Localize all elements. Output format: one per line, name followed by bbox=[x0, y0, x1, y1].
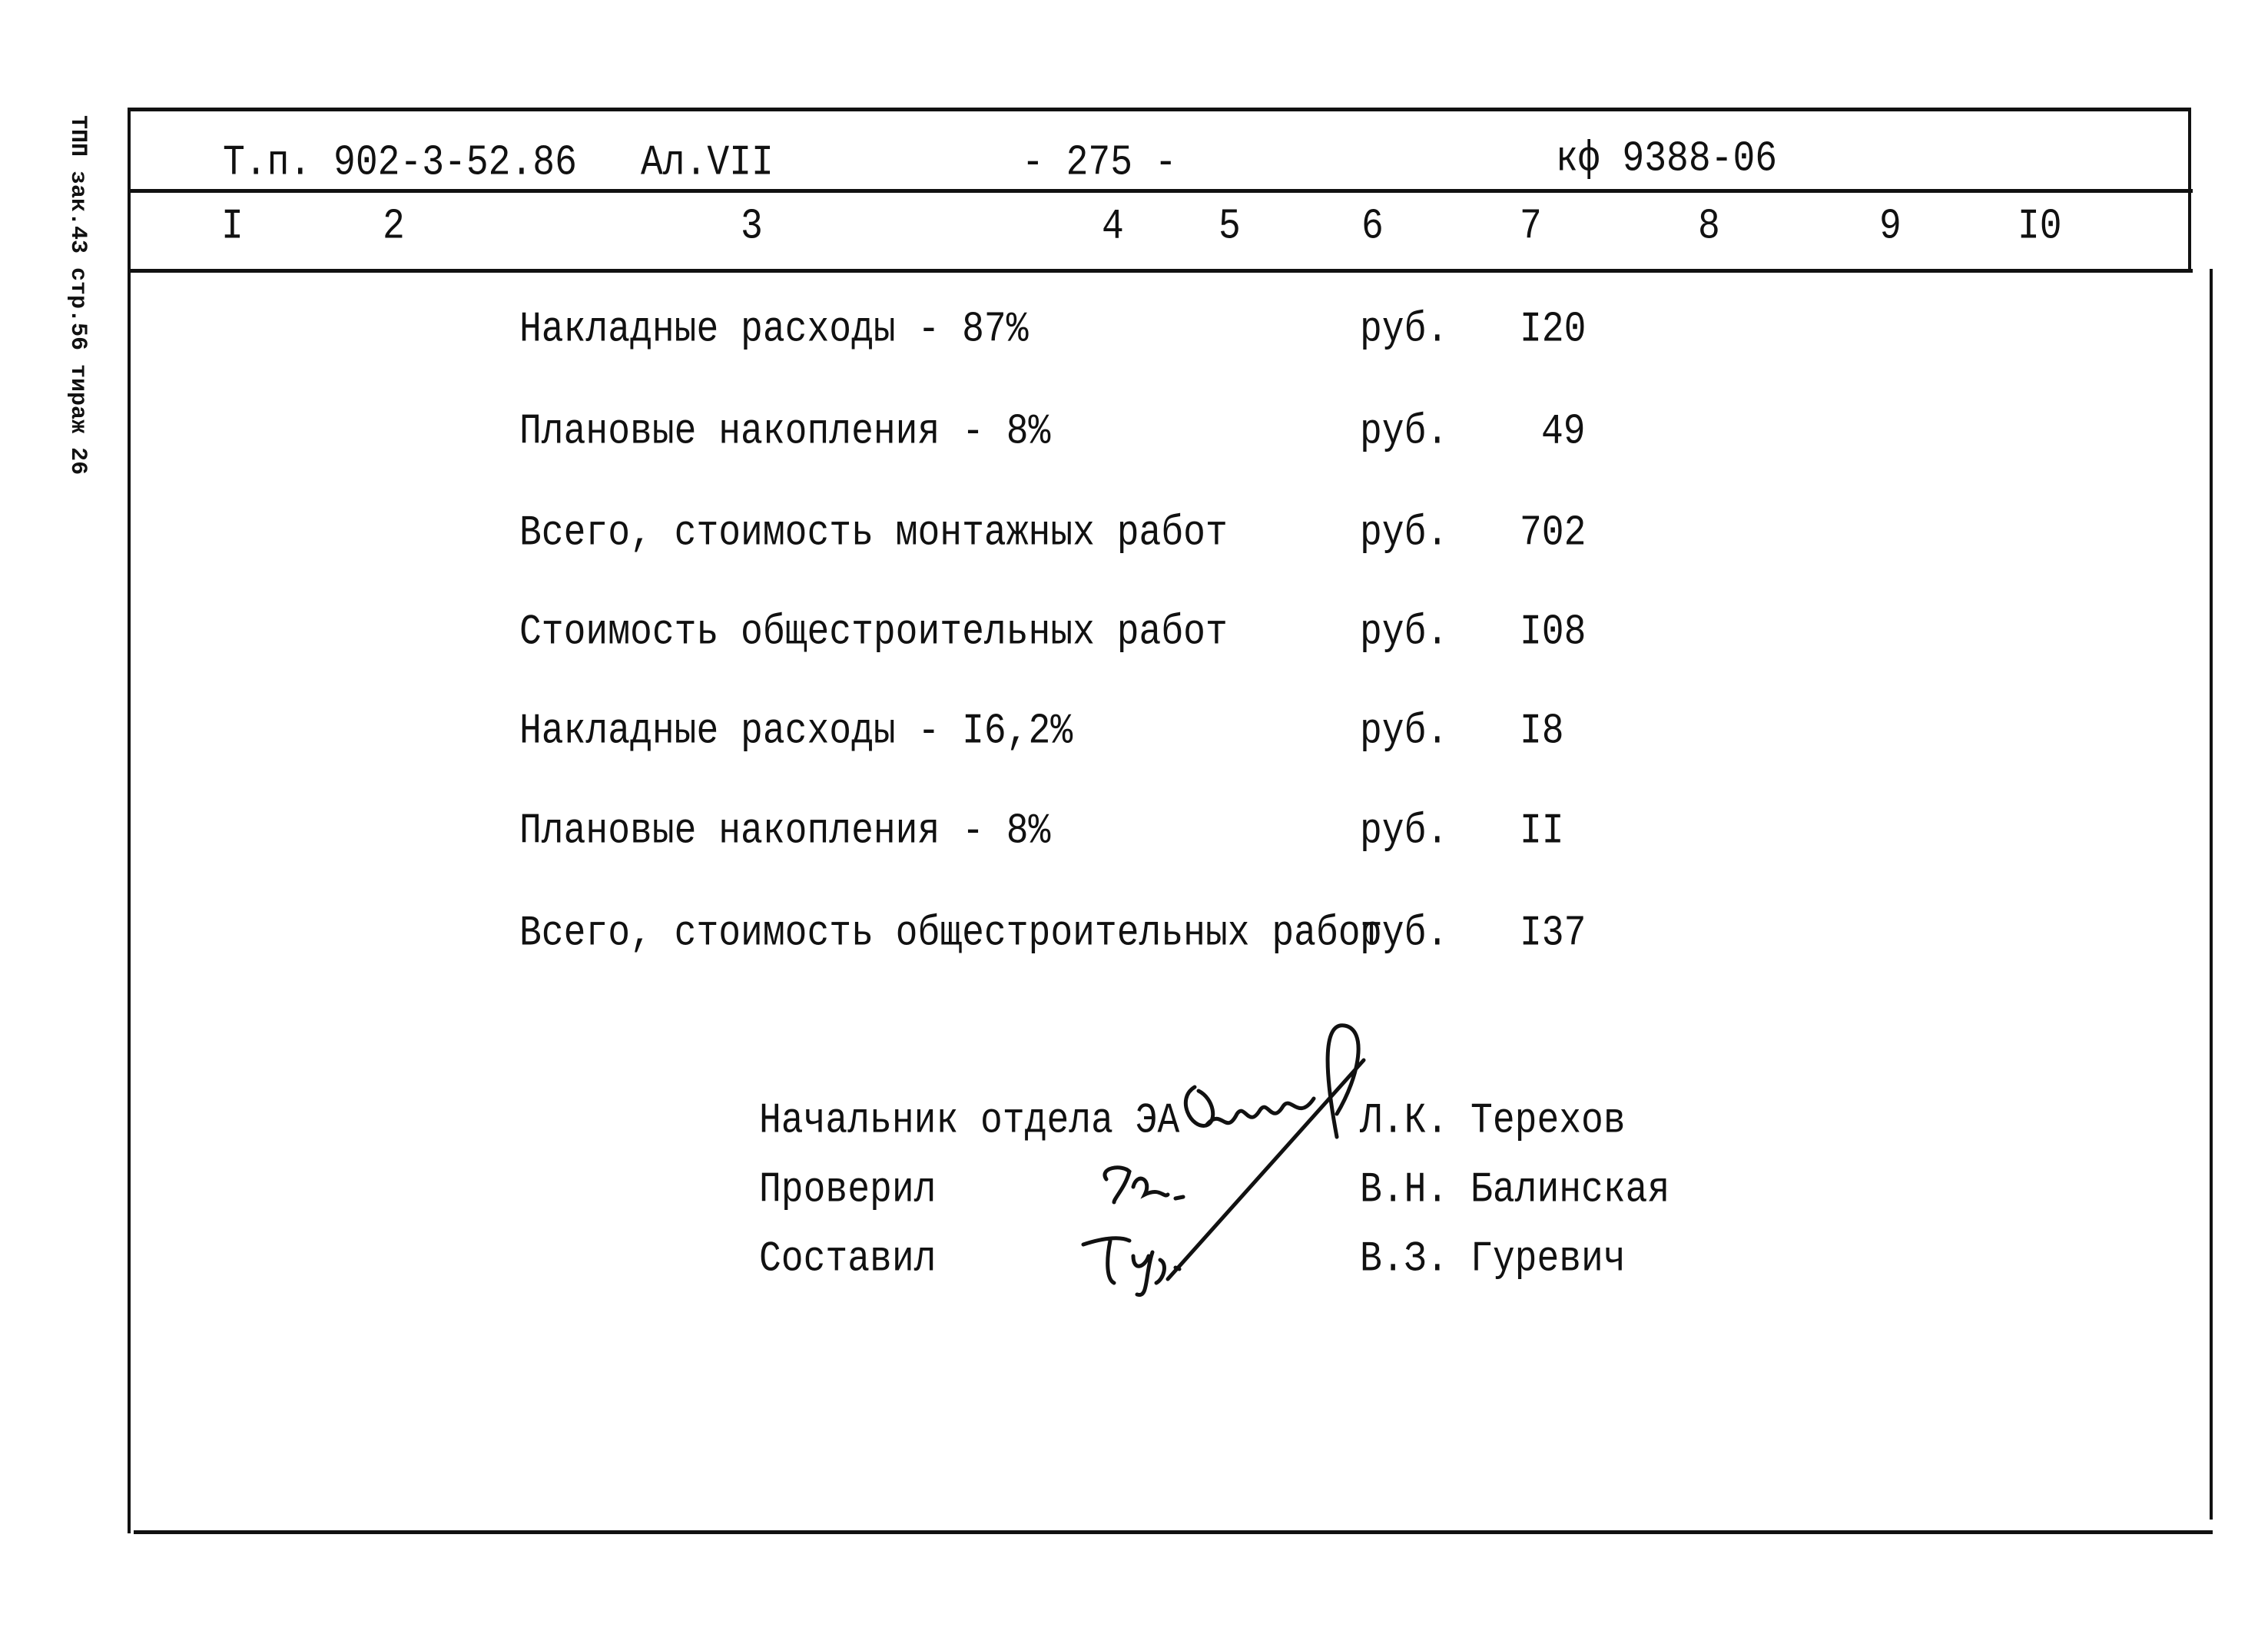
row-value: II bbox=[1520, 807, 1564, 856]
column-number: 3 bbox=[741, 203, 763, 251]
row-value: I20 bbox=[1520, 306, 1587, 354]
frame-bottom-line bbox=[134, 1530, 2213, 1534]
column-number: 9 bbox=[1879, 203, 1902, 251]
column-number: 7 bbox=[1520, 203, 1542, 251]
document-cipher: кф 9388-06 bbox=[1556, 135, 1778, 184]
frame-right-line-lower bbox=[2210, 269, 2213, 1520]
column-number: 6 bbox=[1361, 203, 1384, 251]
row-name: Всего, стоимость монтажных работ bbox=[519, 509, 1228, 558]
row-unit: руб. bbox=[1360, 608, 1449, 657]
row-name: Всего, стоимость общестроительных работ bbox=[519, 910, 1383, 958]
margin-print-note: ТПП зак.43 стр.56 тираж 26 bbox=[65, 115, 91, 476]
row-unit: руб. bbox=[1360, 708, 1449, 756]
row-unit: руб. bbox=[1360, 306, 1449, 354]
album-number: Ал.VII bbox=[641, 139, 774, 187]
row-name: Плановые накопления - 8% bbox=[519, 408, 1051, 456]
column-number: 8 bbox=[1698, 203, 1720, 251]
signature-stroke bbox=[1168, 1026, 1364, 1279]
row-unit: руб. bbox=[1360, 807, 1449, 856]
signer-role: Начальник отдела ЭА bbox=[759, 1097, 1180, 1145]
signature-compiled bbox=[1083, 1238, 1179, 1295]
frame-left-line bbox=[128, 108, 131, 1533]
column-number: 5 bbox=[1219, 203, 1241, 251]
signer-role: Проверил bbox=[759, 1166, 937, 1215]
column-number: I bbox=[221, 203, 244, 251]
row-unit: руб. bbox=[1360, 509, 1449, 558]
column-header-divider bbox=[131, 269, 2193, 273]
header-divider bbox=[128, 189, 2193, 193]
row-value: I8 bbox=[1520, 708, 1564, 756]
row-value: I37 bbox=[1520, 910, 1587, 958]
row-unit: руб. bbox=[1360, 910, 1449, 958]
page-number: - 275 - bbox=[1022, 139, 1177, 187]
column-number: 4 bbox=[1102, 203, 1124, 251]
row-value: 49 bbox=[1541, 408, 1586, 456]
row-value: 702 bbox=[1520, 509, 1587, 558]
signer-name: В.З. Гуревич bbox=[1360, 1235, 1626, 1284]
row-name: Стоимость общестроительных работ bbox=[519, 608, 1228, 657]
row-value: I08 bbox=[1520, 608, 1587, 657]
document-code: Т.п. 902-3-52.86 bbox=[223, 139, 577, 187]
frame-right-line bbox=[2188, 108, 2191, 273]
row-name: Накладные расходы - I6,2% bbox=[519, 708, 1073, 756]
signer-name: В.Н. Балинская bbox=[1360, 1166, 1670, 1215]
signature-head bbox=[1185, 1087, 1314, 1125]
row-name: Накладные расходы - 87% bbox=[519, 306, 1029, 354]
column-number: 2 bbox=[383, 203, 405, 251]
signature-checked bbox=[1105, 1168, 1183, 1202]
row-name: Плановые накопления - 8% bbox=[519, 807, 1051, 856]
row-unit: руб. bbox=[1360, 408, 1449, 456]
frame-top-line bbox=[128, 108, 2190, 111]
signer-role: Составил bbox=[759, 1235, 937, 1284]
handwritten-signatures bbox=[1060, 1014, 1383, 1306]
signer-name: Л.К. Терехов bbox=[1360, 1097, 1626, 1145]
column-number: I0 bbox=[2018, 203, 2062, 251]
